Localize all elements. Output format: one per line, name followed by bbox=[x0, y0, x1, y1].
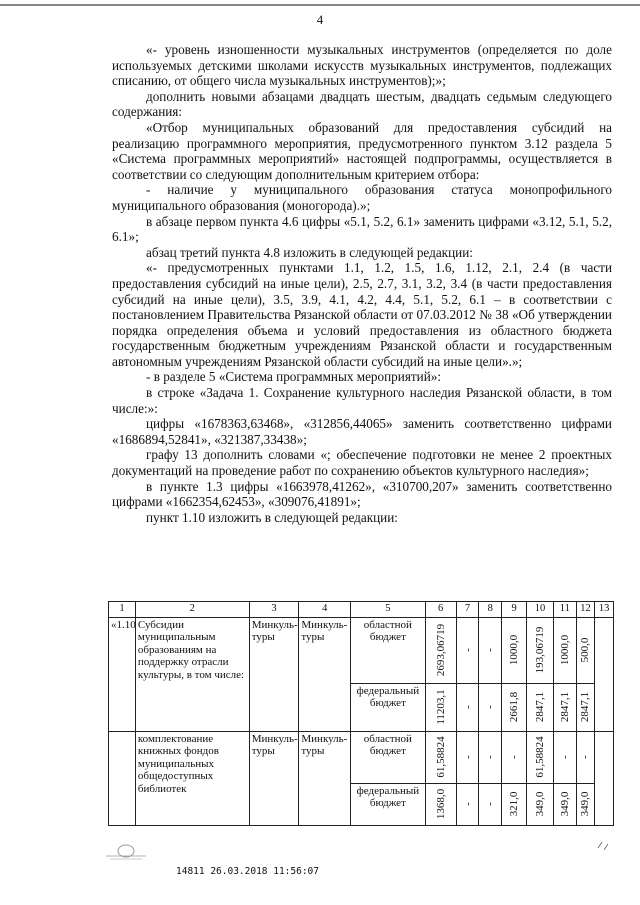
value-cell bbox=[576, 683, 595, 731]
table-header-cell: 2 bbox=[135, 602, 249, 618]
value-text: 11203,1 bbox=[434, 689, 447, 725]
table-header-cell: 12 bbox=[576, 602, 595, 618]
value-text: 61,58824 bbox=[533, 736, 546, 778]
value-cell bbox=[456, 783, 479, 825]
table-header-cell: 13 bbox=[595, 602, 614, 618]
value-cell bbox=[425, 617, 456, 683]
page-number: 4 bbox=[316, 12, 324, 27]
document-body bbox=[112, 42, 612, 525]
table-header-cell: 1 bbox=[109, 602, 136, 618]
value-text: - bbox=[558, 755, 571, 759]
item-number: «1.10 bbox=[109, 617, 136, 731]
value-text: - bbox=[461, 802, 474, 806]
executor-cell: Минкуль-туры bbox=[249, 731, 299, 825]
scan-dot-icon bbox=[596, 838, 610, 852]
executor-cell: Минкуль-туры bbox=[249, 617, 299, 731]
paragraph: «- предусмотренных пунктами 1.1, 1.2, 1.5, 1.6, 1.12, 2.1, 2.4 (в части предоставления субсидий на иные цели), 2.5, 2.7, 3.1, 3.2, 3.4 (в части предоставления субсидий на иные цели), 3.5, 3.9, 4.1, 4.2, 4.4, 5.1, 5.2, 6.1 – в соответствии с постановлением Правительства Рязанской области от 07.03.2012 № 38 «Об утверждении порядка определения объема и условий предоставления из областного бюджета государственным бюджетным учреждениям Рязанской области и государственным автономным учреждениям Рязанской области субсидий на иные цели».»; bbox=[112, 260, 612, 369]
table-header-cell: 9 bbox=[502, 602, 527, 618]
paragraph: в строке «Задача 1. Сохранение культурного наследия Рязанской области, в том числе:»: bbox=[112, 385, 612, 416]
paragraph: «Отбор муниципальных образований для предоставления субсидий на реализацию программного мероприятия, предусмотренного пунктом 3.12 раздела 5 «Система программных мероприятий» настоящей подпрограммы, осуществляется в соответствии со следующим дополнительным критерием отбора: bbox=[112, 119, 612, 182]
value-cell bbox=[576, 617, 595, 683]
value-cell bbox=[576, 731, 595, 783]
funding-source: федеральный бюджет bbox=[351, 683, 426, 731]
value-text: 349,0 bbox=[558, 791, 571, 817]
table-row bbox=[109, 617, 614, 683]
table-header-cell: 6 bbox=[425, 602, 456, 618]
value-text: - bbox=[484, 755, 497, 759]
paragraph: дополнить новыми абзацами двадцать шестым, двадцать седьмым следующего содержания: bbox=[112, 88, 612, 120]
funding-source: федеральный бюджет bbox=[351, 783, 426, 825]
paragraph: - в разделе 5 «Система программных мероприятий»: bbox=[146, 369, 442, 385]
table-header-row bbox=[109, 602, 614, 618]
table-header-cell: 7 bbox=[456, 602, 479, 618]
value-text: - bbox=[484, 648, 497, 652]
value-text: - bbox=[461, 705, 474, 709]
table-header-cell: 4 bbox=[299, 602, 351, 618]
value-cell bbox=[502, 731, 527, 783]
value-text: 500,0 bbox=[579, 637, 592, 663]
value-cell bbox=[502, 617, 527, 683]
value-cell bbox=[502, 683, 527, 731]
value-text: 349,0 bbox=[579, 791, 592, 817]
value-cell bbox=[553, 617, 576, 683]
value-cell bbox=[456, 617, 479, 683]
value-text: - bbox=[484, 705, 497, 709]
table-header-cell: 11 bbox=[553, 602, 576, 618]
scan-edge-line bbox=[0, 4, 640, 6]
value-text: 1000,0 bbox=[558, 634, 571, 666]
item-name: комплектование книжных фондов муниципальных общедоступных библиотек bbox=[135, 731, 249, 825]
value-cell bbox=[553, 783, 576, 825]
value-cell bbox=[576, 783, 595, 825]
value-text: 1000,0 bbox=[507, 634, 520, 666]
paragraph: абзац третий пункта 4.8 изложить в следующей редакции: bbox=[146, 244, 473, 260]
funding-source: областной бюджет bbox=[351, 617, 426, 683]
value-text: - bbox=[461, 648, 474, 652]
value-text: - bbox=[461, 755, 474, 759]
document-registration-footer: 14811 26.03.2018 11:56:07 bbox=[176, 866, 319, 877]
value-cell bbox=[479, 683, 502, 731]
value-text: 2661,8 bbox=[507, 691, 520, 723]
value-cell bbox=[479, 617, 502, 683]
value-text: 2847,1 bbox=[533, 691, 546, 723]
value-text: 349,0 bbox=[533, 791, 546, 817]
seal-stamp bbox=[104, 842, 148, 868]
value-text: 321,0 bbox=[507, 791, 520, 817]
executor-cell: Минкуль-туры bbox=[299, 731, 351, 825]
paragraph: в абзаце первом пункта 4.6 цифры «5.1, 5.2, 6.1» заменить цифрами «3.12, 5.1, 5.2, 6.1»; bbox=[112, 213, 612, 245]
empty-cell bbox=[595, 617, 614, 731]
paragraph: «- уровень изношенности музыкальных инструментов (определяется по доле используемых детскими школами искусств музыкальных инструментов, подлежащих списанию, от общего числа музыкальных инструментов);»; bbox=[112, 42, 612, 89]
value-cell bbox=[553, 683, 576, 731]
value-cell bbox=[425, 683, 456, 731]
paragraph: графу 13 дополнить словами «; обеспечение подготовки не менее 2 проектных документаций на проведение работ по сохранению объектов культурного наследия»; bbox=[112, 447, 612, 479]
value-cell bbox=[456, 731, 479, 783]
value-cell bbox=[527, 683, 554, 731]
value-text: - bbox=[579, 755, 592, 759]
value-cell bbox=[479, 731, 502, 783]
value-cell bbox=[527, 731, 554, 783]
value-cell bbox=[502, 783, 527, 825]
value-cell bbox=[479, 783, 502, 825]
item-name: Субсидии муниципальным образованиям на поддержку отрасли культуры, в том числе: bbox=[135, 617, 249, 731]
value-cell bbox=[527, 783, 554, 825]
value-text: - bbox=[484, 802, 497, 806]
value-text: 2693,06719 bbox=[434, 623, 447, 677]
seal-icon bbox=[104, 842, 148, 860]
value-cell bbox=[425, 783, 456, 825]
value-text: 61,58824 bbox=[434, 736, 447, 778]
value-cell bbox=[553, 731, 576, 783]
value-cell bbox=[527, 617, 554, 683]
table-header-cell: 3 bbox=[249, 602, 299, 618]
program-table bbox=[108, 601, 614, 826]
value-text: - bbox=[507, 755, 520, 759]
executor-cell: Минкуль-туры bbox=[299, 617, 351, 731]
value-text: 2847,1 bbox=[558, 691, 571, 723]
empty-cell bbox=[109, 731, 136, 825]
value-cell bbox=[425, 731, 456, 783]
empty-cell bbox=[595, 731, 614, 825]
paragraph: в пункте 1.3 цифры «1663978,41262», «310700,207» заменить соответственно цифрами «1662354,62453», «309076,41891»; bbox=[112, 478, 612, 510]
paragraph: цифры «1678363,63468», «312856,44065» заменить соответственно цифрами «1686894,52841», «321387,33438»; bbox=[112, 416, 612, 447]
value-text: 1368,0 bbox=[434, 788, 447, 820]
funding-source: областной бюджет bbox=[351, 731, 426, 783]
value-cell bbox=[456, 683, 479, 731]
table-header-cell: 10 bbox=[527, 602, 554, 618]
paragraph: - наличие у муниципального образования статуса монопрофильного муниципального образования (моногорода).»; bbox=[112, 182, 612, 213]
table-header-cell: 5 bbox=[351, 602, 426, 618]
paragraph: пункт 1.10 изложить в следующей редакции: bbox=[146, 509, 398, 525]
value-text: 193,06719 bbox=[533, 626, 546, 674]
value-text: 2847,1 bbox=[579, 691, 592, 723]
table-header-cell: 8 bbox=[479, 602, 502, 618]
table-row bbox=[109, 731, 614, 783]
